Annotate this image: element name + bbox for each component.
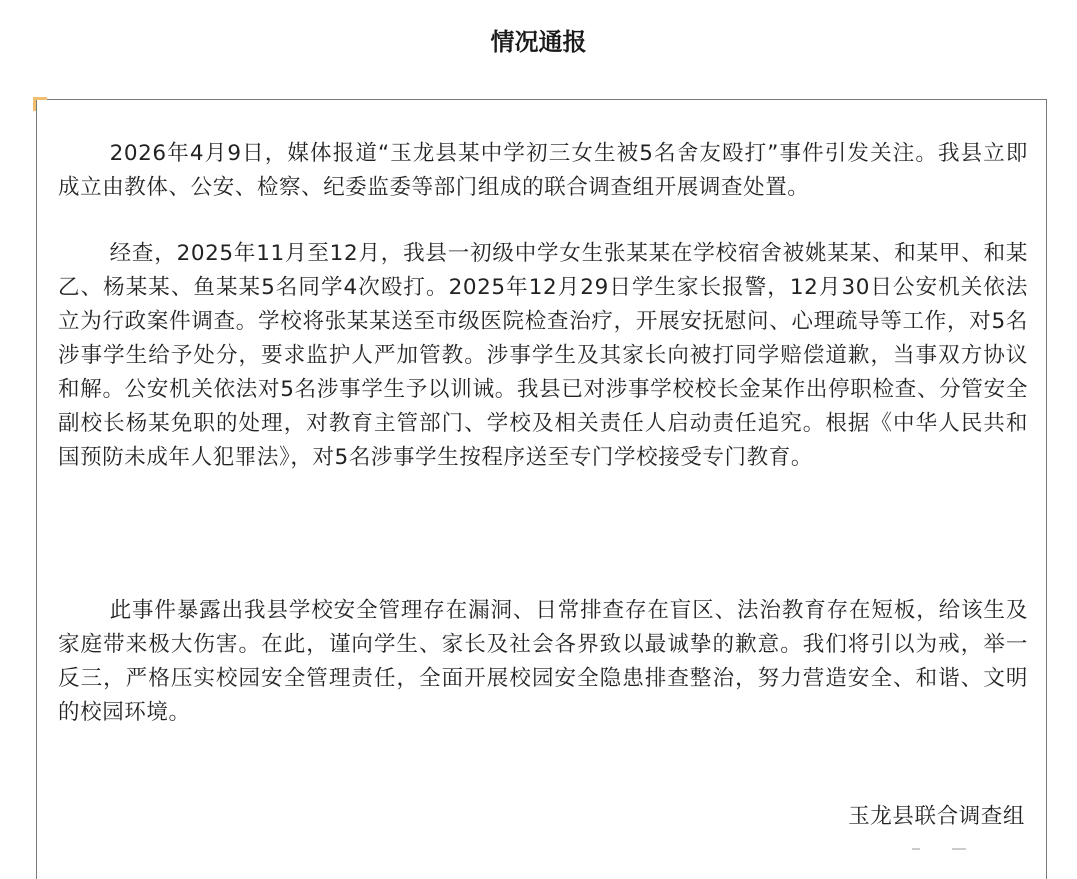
paragraph-apology: 此事件暴露出我县学校安全管理存在漏洞、日常排查存在盲区、法治教育存在短板，给该生及家庭带来极大伤害。在此，谨向学生、家长及社会各界致以最诚挚的歉意。我们将引以为戒，举一反三，严格压实校园安全管理责任，全面开展校园安全隐患排查整治，努力营造安全、和谐、文明的校园环境。	[58, 598, 1028, 725]
content-frame	[36, 99, 1047, 879]
decorative-dash	[912, 848, 920, 850]
signature: 玉龙县联合调查组	[848, 804, 1025, 829]
paragraph-findings: 经查，2025年11月至12月，我县一初级中学女生张某某在学校宿舍被姚某某、和某甲、和某乙、杨某某、鱼某某5名同学4次殴打。2025年12月29日学生家长报警，12月30日公安机关依法立为行政案件调查。学校将张某某送至市级医院检查治疗，开展安抚慰问、心理疏导等工作，对5名涉事学生给予处分，要求监护人严加管教。涉事学生及其家长向被打同学赔偿道歉，当事双方协议和解。公安机关依法对5名涉事学生予以训诫。我县已对涉事学校校长金某作出停职检查、分管安全副校长杨某免职的处理，对教育主管部门、学校及相关责任人启动责任追究。根据《中华人民共和国预防未成年人犯罪法》，对5名涉事学生按程序送至专门学校接受专门教育。	[58, 241, 1028, 470]
paragraph-intro: 2026年4月9日，媒体报道“玉龙县某中学初三女生被5名舍友殴打”事件引发关注。我县立即成立由教体、公安、检察、纪委监委等部门组成的联合调查组开展调查处置。	[58, 141, 1028, 200]
page-title: 情况通报	[490, 28, 587, 56]
corner-accent-mark	[33, 97, 47, 111]
decorative-dash	[952, 848, 966, 850]
